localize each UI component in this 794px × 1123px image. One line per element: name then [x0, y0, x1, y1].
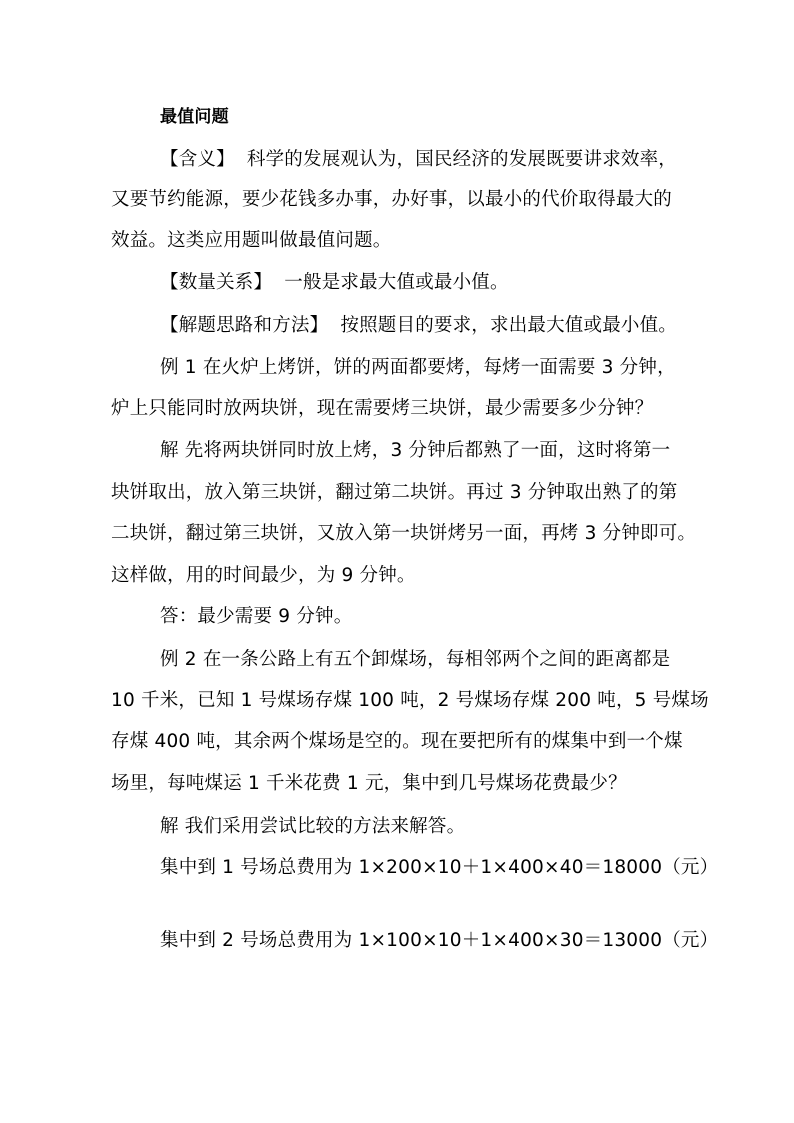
example2-line-3: 存煤 400 吨，其余两个煤场是空的。现在要把所有的煤集中到一个煤 — [111, 731, 683, 752]
example1-line-2: 炉上只能同时放两块饼，现在需要烤三块饼，最少需要多少分钟？ — [111, 398, 654, 419]
definition-line-1 — [160, 148, 677, 172]
quantity-line — [160, 271, 509, 295]
quantity-text: 一般是求最大值或最小值。 — [284, 272, 509, 293]
definition-line-3: 效益。这类应用题叫做最值问题。 — [111, 230, 392, 251]
definition-text-1: 科学的发展观认为，国民经济的发展既要讲求效率， — [246, 149, 678, 170]
method-line — [160, 314, 677, 338]
example2-line-4: 场里，每吨煤运 1 千米花费 1 元，集中到几号煤场花费最少？ — [111, 773, 627, 794]
example1-solution-line-4: 这样做，用的时间最少，为 9 分钟。 — [111, 565, 416, 586]
example1-answer: 答：最少需要 9 分钟。 — [160, 606, 353, 627]
document-title: 最值问题 — [160, 107, 229, 127]
example2-line-1: 例 2 在一条公路上有五个卸煤场，每相邻两个之间的距离都是 — [160, 649, 671, 670]
example2-calc-2: 集中到 2 号场总费用为 1×100×10＋1×400×30＝13000（元） — [160, 930, 719, 951]
method-label: 【解题思路和方法】 — [160, 315, 329, 336]
example1-line-1: 例 1 在火炉上烤饼，饼的两面都要烤，每烤一面需要 3 分钟， — [160, 357, 676, 378]
example1-solution-line-2: 块饼取出，放入第三块饼，翻过第二块饼。再过 3 分钟取出熟了的第 — [111, 482, 678, 503]
example2-calc-1: 集中到 1 号场总费用为 1×200×10＋1×400×40＝18000（元） — [160, 857, 719, 878]
example1-solution-line-1: 解 先将两块饼同时放上烤，3 分钟后都熟了一面，这时将第一 — [160, 440, 671, 461]
example2-solution-intro: 解 我们采用尝试比较的方法来解答。 — [160, 816, 466, 837]
definition-line-2: 又要节约能源，要少花钱多办事，办好事，以最小的代价取得最大的 — [111, 189, 673, 210]
example2-line-2: 10 千米，已知 1 号煤场存煤 100 吨，2 号煤场存煤 200 吨，5 号煤场 — [111, 690, 709, 711]
quantity-label: 【数量关系】 — [160, 272, 273, 293]
example1-solution-line-3: 二块饼，翻过第三块饼，又放入第一块饼烤另一面，再烤 3 分钟即可。 — [111, 523, 697, 544]
method-text: 按照题目的要求，求出最大值或最小值。 — [340, 315, 678, 336]
definition-label: 【含义】 — [160, 149, 235, 170]
